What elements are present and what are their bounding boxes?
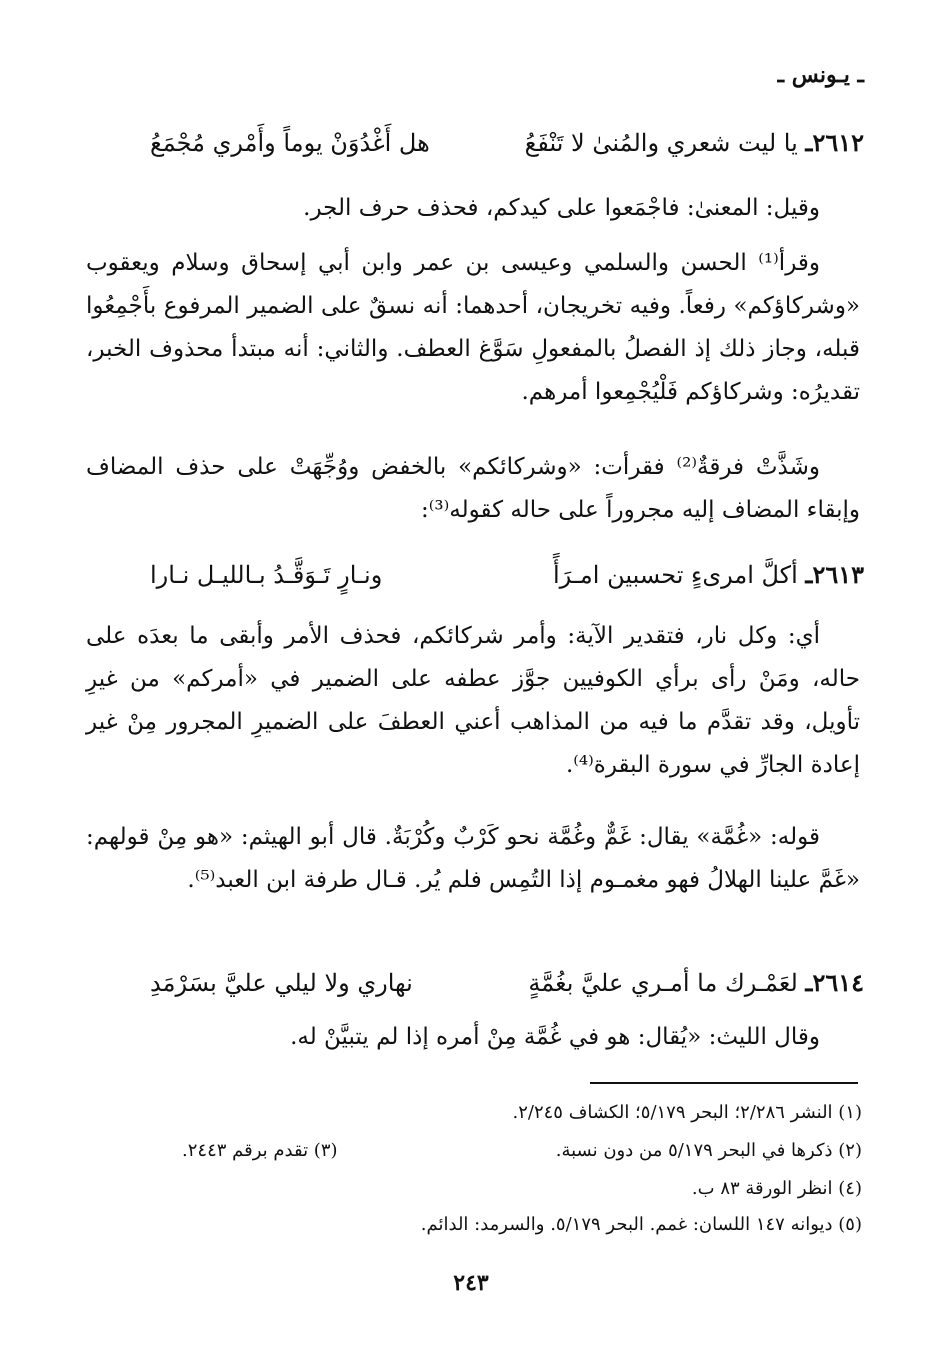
verse-2613 [150, 560, 864, 589]
footnote-2: (٢) ذكرها في البحر ٥/١٧٩ من دون نسبة. [555, 1140, 862, 1161]
verse-number: ٢٦١٤ـ [805, 968, 864, 997]
paragraph-6: وقال الليث: «يُقال: هو في غُمَّة مِنْ أمره إذا لم يتبيَّنْ له. [290, 1024, 820, 1050]
verse-2614 [150, 968, 864, 997]
page-number: ٢٤٣ [453, 1270, 489, 1296]
paragraph-4: أي: وكل نار، فتقدير الآية: وأمر شركائكم، فحذف الأمر وأبقى ما بعدَه على حاله، ومَنْ رأى برأي الكوفيين جوَّز عطفه على الضمير في «أمركم» من غيرِ تأويل، وقد تقدَّم ما فيه من المذاهب أعني العطفَ على الضميرِ المجرور مِنْ غير إعادة الجارِّ في سورة البقرة⁽⁴⁾. [86, 623, 860, 778]
verse-2612 [150, 128, 864, 157]
paragraph-3: وشَذَّتْ فرقةٌ⁽²⁾ فقرأت: «وشركائكم» بالخفض ووُجِّهَتْ على حذف المضاف وإبقاء المضاف إليه مجروراً على حاله كقوله⁽³⁾: [86, 454, 860, 523]
paragraph-1: وقيل: المعنىٰ: فاجْمَعوا على كيدكم، فحذف حرف الجر. [303, 195, 820, 221]
verse-first-hemistich: ٢٦١٤ـ لعَمْـرك ما أمـري عليَّ بغُمَّةٍ [528, 968, 864, 997]
paragraph-5: قوله: «غُمَّة» يقال: غَمٌّ وغُمَّة نحو كَرْبٌ وكُرْبَةٌ. قال أبو الهيثم: «هو مِنْ قولهم: «غَمَّ علينا الهلالُ فهو مغمـوم إذا التُمِس فلم يُر. قـال طرفة ابن العبد⁽⁵⁾. [86, 824, 860, 893]
paragraph-2: وقرأ⁽¹⁾ الحسن والسلمي وعيسى بن عمر وابن أبي إسحاق وسلام ويعقوب «وشركاؤكم» رفعاً. وفيه تخريجان، أحدهما: أنه نسقٌ على الضمير المرفوع بأَجْمِعُوا قبله، وجاز ذلك إذ الفصلُ بالمفعولِ سَوَّغ العطف. والثاني: أنه مبتدأ محذوف الخبر، تقديرُه: وشركاؤكم فَلْيُجْمِعوا أمرهم. [86, 250, 860, 405]
verse-second-hemistich: ونـارٍ تَـوَقَّـدُ بـالليـل نـارا [150, 561, 383, 589]
verse-second-hemistich: هل أَغْدُوَنْ يوماً وأَمْري مُجْمَعُ [150, 129, 430, 157]
footnote-4: (٤) انظر الورقة ٨٣ ب. [691, 1178, 862, 1199]
footnote-separator [590, 1082, 858, 1084]
verse-second-hemistich: نهاري ولا ليلي عليَّ بسَرْمَدِ [150, 969, 413, 997]
footnote-5: (٥) ديوانه ١٤٧ اللسان: غمم. البحر ٥/١٧٩. والسرمد: الدائم. [420, 1214, 862, 1235]
verse-first-hemistich: ٢٦١٢ـ يا ليت شعري والمُنىٰ لا تَنْفَعُ [524, 128, 864, 157]
verse-first-hemistich: ٢٦١٣ـ أكلَّ امرىءٍ تحسبين امـرَأً [552, 560, 864, 589]
running-header: ـ يـونس ـ [777, 62, 864, 88]
footnote-1: (١) النشر ٢/٢٨٦؛ البحر ٥/١٧٩؛ الكشاف ٢/٢٤٥. [512, 1102, 862, 1123]
verse-number: ٢٦١٣ـ [805, 560, 864, 589]
footnote-3: (٣) تقدم برقم ٢٤٤٣. [182, 1140, 338, 1161]
verse-number: ٢٦١٢ـ [805, 128, 864, 157]
